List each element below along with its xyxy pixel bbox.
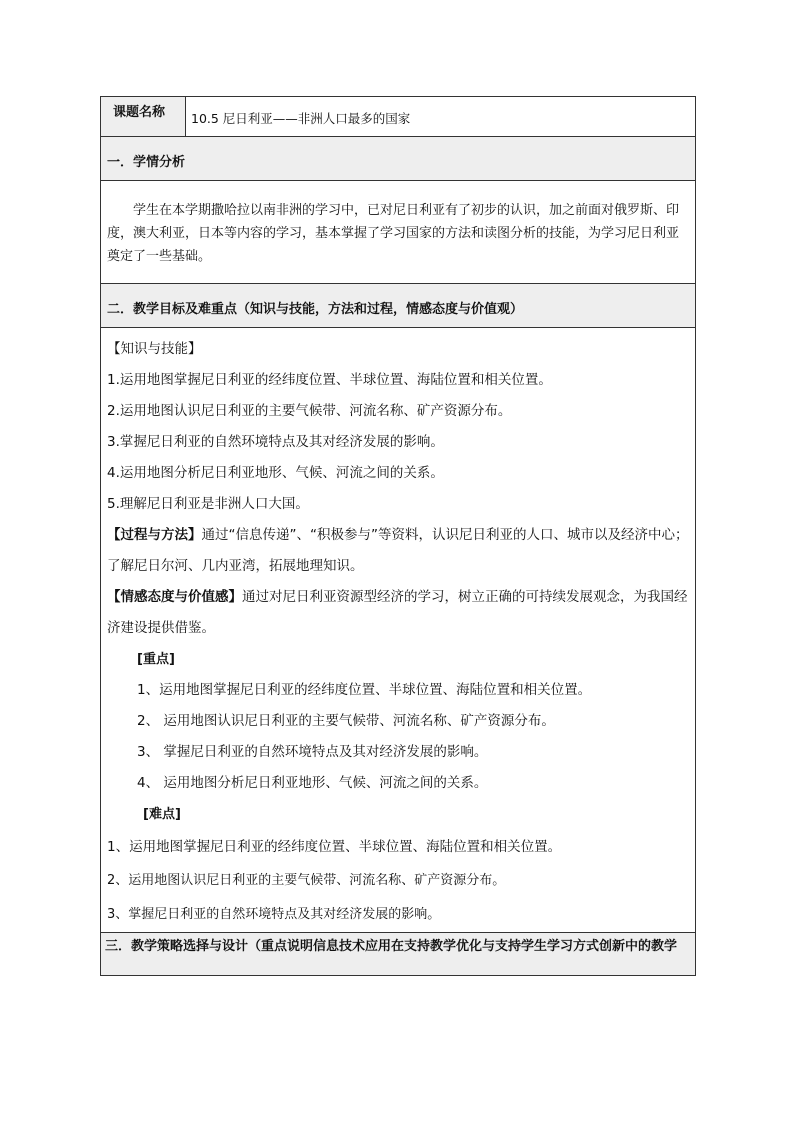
lesson-plan-table	[100, 96, 696, 976]
difficulty-item: 3、掌握尼日利亚的自然环境特点及其对经济发展的影响。	[107, 907, 441, 922]
difficulty-item: 2、运用地图认识尼日利亚的主要气候带、河流名称、矿产资源分布。	[107, 873, 506, 888]
difficulty-item: 1、运用地图掌握尼日利亚的经纬度位置、半球位置、海陆位置和相关位置。	[107, 839, 562, 855]
knowledge-heading: 【知识与技能】	[107, 341, 202, 357]
process-method-paragraph	[107, 520, 689, 582]
key-point-item: 1、运用地图掌握尼日利亚的经纬度位置、半球位置、海陆位置和相关位置。	[137, 682, 592, 698]
knowledge-item: 2.运用地图认识尼日利亚的主要气候带、河流名称、矿产资源分布。	[107, 403, 512, 419]
key-points-heading: [重点]	[137, 652, 175, 667]
knowledge-item: 3.掌握尼日利亚的自然环境特点及其对经济发展的影响。	[107, 434, 444, 450]
section2-title: 二．教学目标及难重点（知识与技能，方法和过程，情感态度与价值观）	[101, 284, 696, 328]
emotion-attitude-text: 通过对尼日利亚资源型经济的学习，树立正确的可持续发展观念，为我国经济建设提供借鉴。	[107, 589, 688, 636]
section2-body-row	[101, 328, 696, 933]
difficulty-heading: [难点]	[143, 807, 181, 822]
process-method-text: 通过“信息传递”、“积极参与”等资料，认识尼日利亚的人口、城市以及经济中心；了解尼日尔河、几内亚湾，拓展地理知识。	[107, 527, 689, 574]
section2-title-row	[101, 284, 696, 328]
emotion-attitude-label: 【情感态度与价值感】	[107, 589, 242, 605]
knowledge-item: 1.运用地图掌握尼日利亚的经纬度位置、半球位置、海陆位置和相关位置。	[107, 372, 552, 388]
knowledge-item: 5.理解尼日利亚是非洲人口大国。	[107, 496, 309, 512]
knowledge-item: 4.运用地图分析尼日利亚地形、气候、河流之间的关系。	[107, 465, 444, 481]
lesson-plan-document	[100, 96, 695, 976]
section1-title-row	[101, 137, 696, 181]
section1-body	[101, 181, 696, 284]
learner-analysis-paragraph: 学生在本学期撒哈拉以南非洲的学习中，已对尼日利亚有了初步的认识，加之前面对俄罗斯、印度，澳大利亚，日本等内容的学习，基本掌握了学习国家的方法和读图分析的技能，为学习尼日利亚奠定了一些基础。	[107, 203, 680, 264]
section1-title: 一．学情分析	[101, 137, 696, 181]
course-name-label: 课题名称	[101, 97, 186, 137]
process-method-label: 【过程与方法】	[107, 527, 202, 543]
section1-body-row	[101, 181, 696, 284]
key-point-item: 4、 运用地图分析尼日利亚地形、气候、河流之间的关系。	[137, 775, 488, 791]
course-name-value: 10.5 尼日利亚——非洲人口最多的国家	[186, 97, 696, 137]
section3-title: 三．教学策略选择与设计（重点说明信息技术应用在支持教学优化与支持学生学习方式创新中的教学	[101, 933, 696, 976]
header-row	[101, 97, 696, 137]
section2-body	[101, 328, 696, 933]
key-point-item: 2、 运用地图认识尼日利亚的主要气候带、河流名称、矿产资源分布。	[137, 713, 555, 729]
section3-title-row	[101, 933, 696, 976]
emotion-attitude-paragraph	[107, 582, 689, 644]
key-point-item: 3、 掌握尼日利亚的自然环境特点及其对经济发展的影响。	[137, 744, 488, 760]
